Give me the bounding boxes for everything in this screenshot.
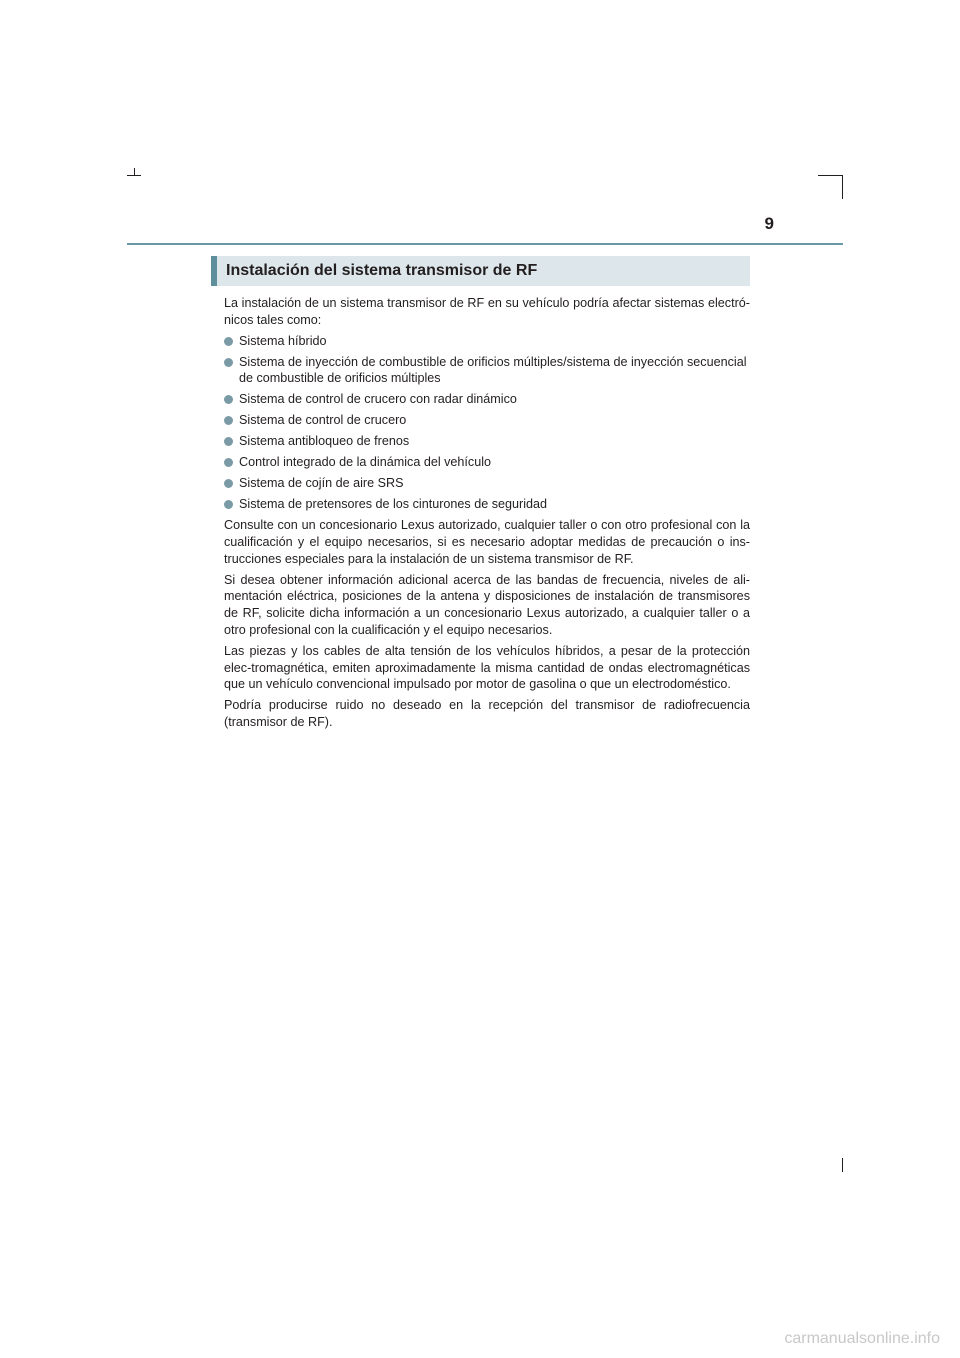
paragraph-noise: Podría producirse ruido no deseado en la recepción del transmisor de radiofrecuencia (transmisor de RF). xyxy=(224,698,750,730)
crop-mark-top-left xyxy=(127,175,141,176)
paragraph-hybrid-emissions: Las piezas y los cables de alta tensión de los vehículos híbridos, a pesar de la protección elec-tromagnética, emiten aproximadamente la misma cantidad de ondas electromagnéticas que un vehículo convencional impulsado por motor de gasolina o que un electrodoméstico. xyxy=(224,643,750,692)
bullet-icon xyxy=(224,395,233,404)
bullet-icon xyxy=(224,458,233,467)
page-number: 9 xyxy=(764,214,774,233)
section-title: Instalación del sistema transmisor de RF xyxy=(226,262,538,279)
list-item: Sistema de control de crucero con radar dinámico xyxy=(224,391,750,408)
crop-mark-top-right xyxy=(818,175,843,176)
bullet-icon xyxy=(224,437,233,446)
header-rule xyxy=(127,243,843,245)
intro-paragraph: La instalación de un sistema transmisor de RF en su vehículo podría afectar sistemas electró-nicos tales como: xyxy=(224,296,750,327)
crop-mark-top-left-tick xyxy=(134,168,135,175)
list-item: Sistema antibloqueo de frenos xyxy=(224,433,750,450)
paragraph-frequency: Si desea obtener información adicional acerca de las bandas de frecuencia, niveles de ali-mentación eléctrica, posiciones de la antena y disposiciones de instalación de transmisores de RF, solicite dicha información a un concesionario Lexus autorizado, a cualquier taller o a otro profesional con la cualificación y el equipo necesarios. xyxy=(224,572,750,638)
paragraph-dealer: Consulte con un concesionario Lexus autorizado, cualquier taller o con otro profesional con la cualificación y el equipo necesarios, si es necesario adoptar medidas de precaución o ins-trucciones especiales para la instalación de un sistema transmisor de RF. xyxy=(224,518,750,566)
list-item: Control integrado de la dinámica del vehículo xyxy=(224,454,750,471)
section-content xyxy=(224,295,750,735)
bullet-icon xyxy=(224,358,233,367)
bullet-icon xyxy=(224,416,233,425)
crop-mark-top-right-vertical xyxy=(842,175,843,199)
list-item: Sistema de inyección de combustible de orificios múltiples/sistema de inyección secuencial de combustible de orificios múltiples xyxy=(224,354,750,388)
list-item: Sistema de control de crucero xyxy=(224,412,750,429)
section-header xyxy=(211,256,750,286)
list-item: Sistema híbrido xyxy=(224,333,750,350)
bullet-icon xyxy=(224,500,233,509)
bullet-icon xyxy=(224,337,233,346)
crop-mark-bottom-right xyxy=(842,1158,843,1172)
list-item: Sistema de pretensores de los cinturones de seguridad xyxy=(224,496,750,513)
bullet-list xyxy=(224,333,750,513)
bullet-icon xyxy=(224,479,233,488)
footer-watermark[interactable]: carmanualsonline.info xyxy=(784,1330,940,1347)
list-item: Sistema de cojín de aire SRS xyxy=(224,475,750,492)
